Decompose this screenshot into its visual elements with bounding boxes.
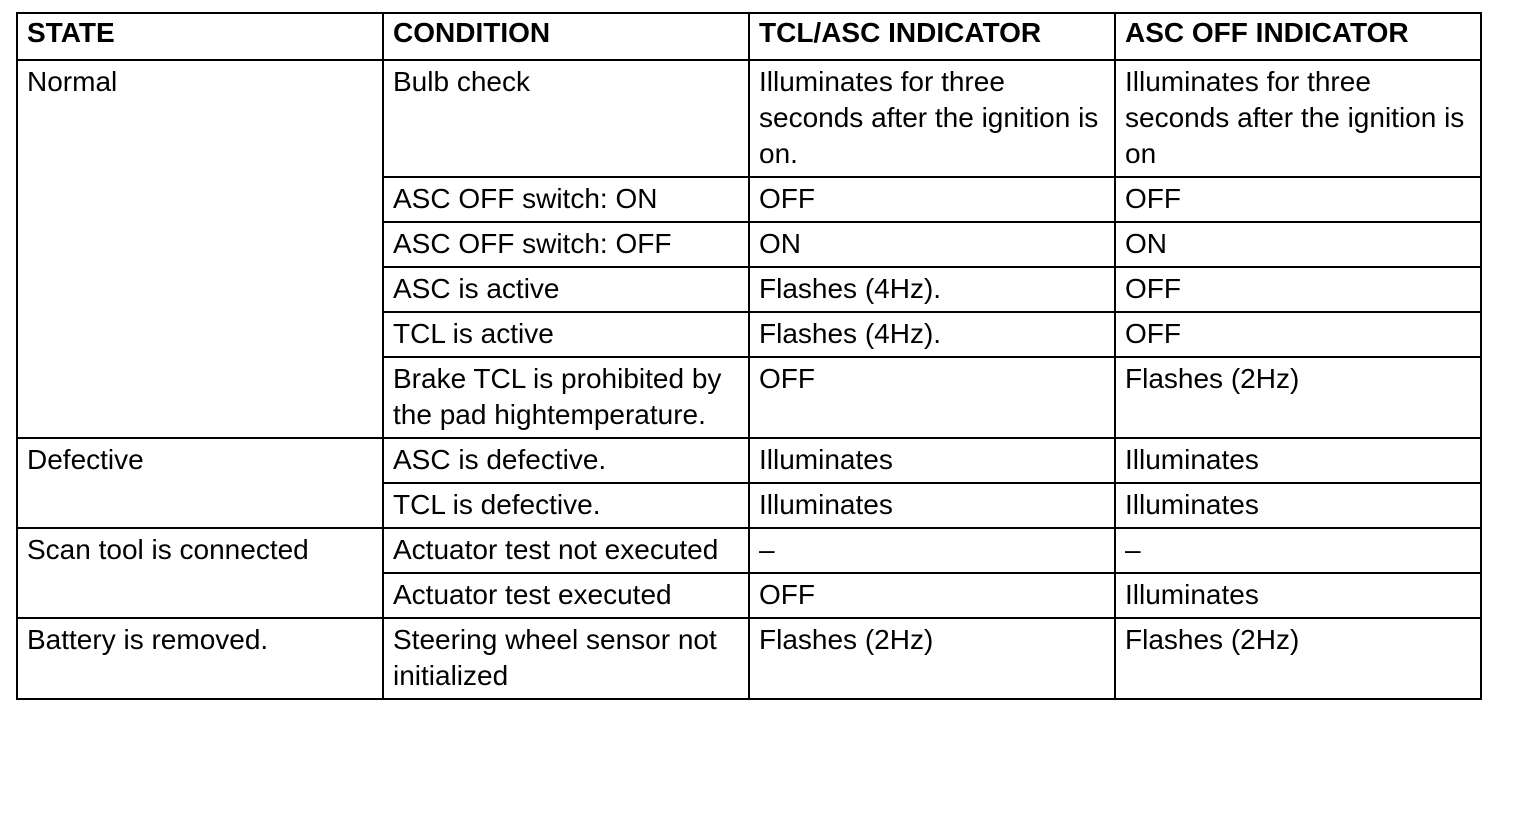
tcl-asc-cell: Illuminates [749, 438, 1115, 483]
asc-off-cell: OFF [1115, 267, 1481, 312]
asc-off-cell: Illuminates [1115, 438, 1481, 483]
asc-off-cell: ON [1115, 222, 1481, 267]
asc-off-cell: OFF [1115, 312, 1481, 357]
state-cell-normal: Normal [17, 60, 383, 438]
header-row [17, 13, 1481, 60]
tcl-asc-cell: Flashes (2Hz) [749, 618, 1115, 699]
condition-cell: Steering wheel sensor not initialized [383, 618, 749, 699]
state-cell-defective: Defective [17, 438, 383, 528]
condition-cell: ASC OFF switch: OFF [383, 222, 749, 267]
condition-cell: ASC OFF switch: ON [383, 177, 749, 222]
tcl-asc-cell: ON [749, 222, 1115, 267]
tcl-asc-cell: OFF [749, 573, 1115, 618]
condition-cell: Bulb check [383, 60, 749, 177]
table-row [17, 528, 1481, 573]
state-cell-battery: Battery is removed. [17, 618, 383, 699]
header-tcl-asc-indicator: TCL/ASC INDICATOR [749, 13, 1115, 60]
asc-off-cell: OFF [1115, 177, 1481, 222]
header-state: STATE [17, 13, 383, 60]
asc-off-cell: – [1115, 528, 1481, 573]
asc-off-cell: Illuminates [1115, 573, 1481, 618]
tcl-asc-cell: Illuminates for three seconds after the ignition is on. [749, 60, 1115, 177]
tcl-asc-cell: OFF [749, 177, 1115, 222]
header-asc-off-indicator: ASC OFF INDICATOR [1115, 13, 1481, 60]
tcl-asc-cell: OFF [749, 357, 1115, 438]
asc-off-cell: Flashes (2Hz) [1115, 357, 1481, 438]
table-row [17, 438, 1481, 483]
condition-cell: Actuator test not executed [383, 528, 749, 573]
tcl-asc-cell: Illuminates [749, 483, 1115, 528]
condition-cell: TCL is defective. [383, 483, 749, 528]
condition-cell: ASC is active [383, 267, 749, 312]
tcl-asc-cell: Flashes (4Hz). [749, 312, 1115, 357]
state-cell-scan-tool: Scan tool is connected [17, 528, 383, 618]
condition-cell: TCL is active [383, 312, 749, 357]
asc-off-cell: Flashes (2Hz) [1115, 618, 1481, 699]
indicator-table [16, 12, 1482, 700]
tcl-asc-cell: Flashes (4Hz). [749, 267, 1115, 312]
condition-cell: Actuator test executed [383, 573, 749, 618]
tcl-asc-cell: – [749, 528, 1115, 573]
table-row [17, 60, 1481, 177]
condition-cell: Brake TCL is prohibited by the pad hightemperature. [383, 357, 749, 438]
header-condition: CONDITION [383, 13, 749, 60]
condition-cell: ASC is defective. [383, 438, 749, 483]
asc-off-cell: Illuminates [1115, 483, 1481, 528]
table-row [17, 618, 1481, 699]
asc-off-cell: Illuminates for three seconds after the ignition is on [1115, 60, 1481, 177]
